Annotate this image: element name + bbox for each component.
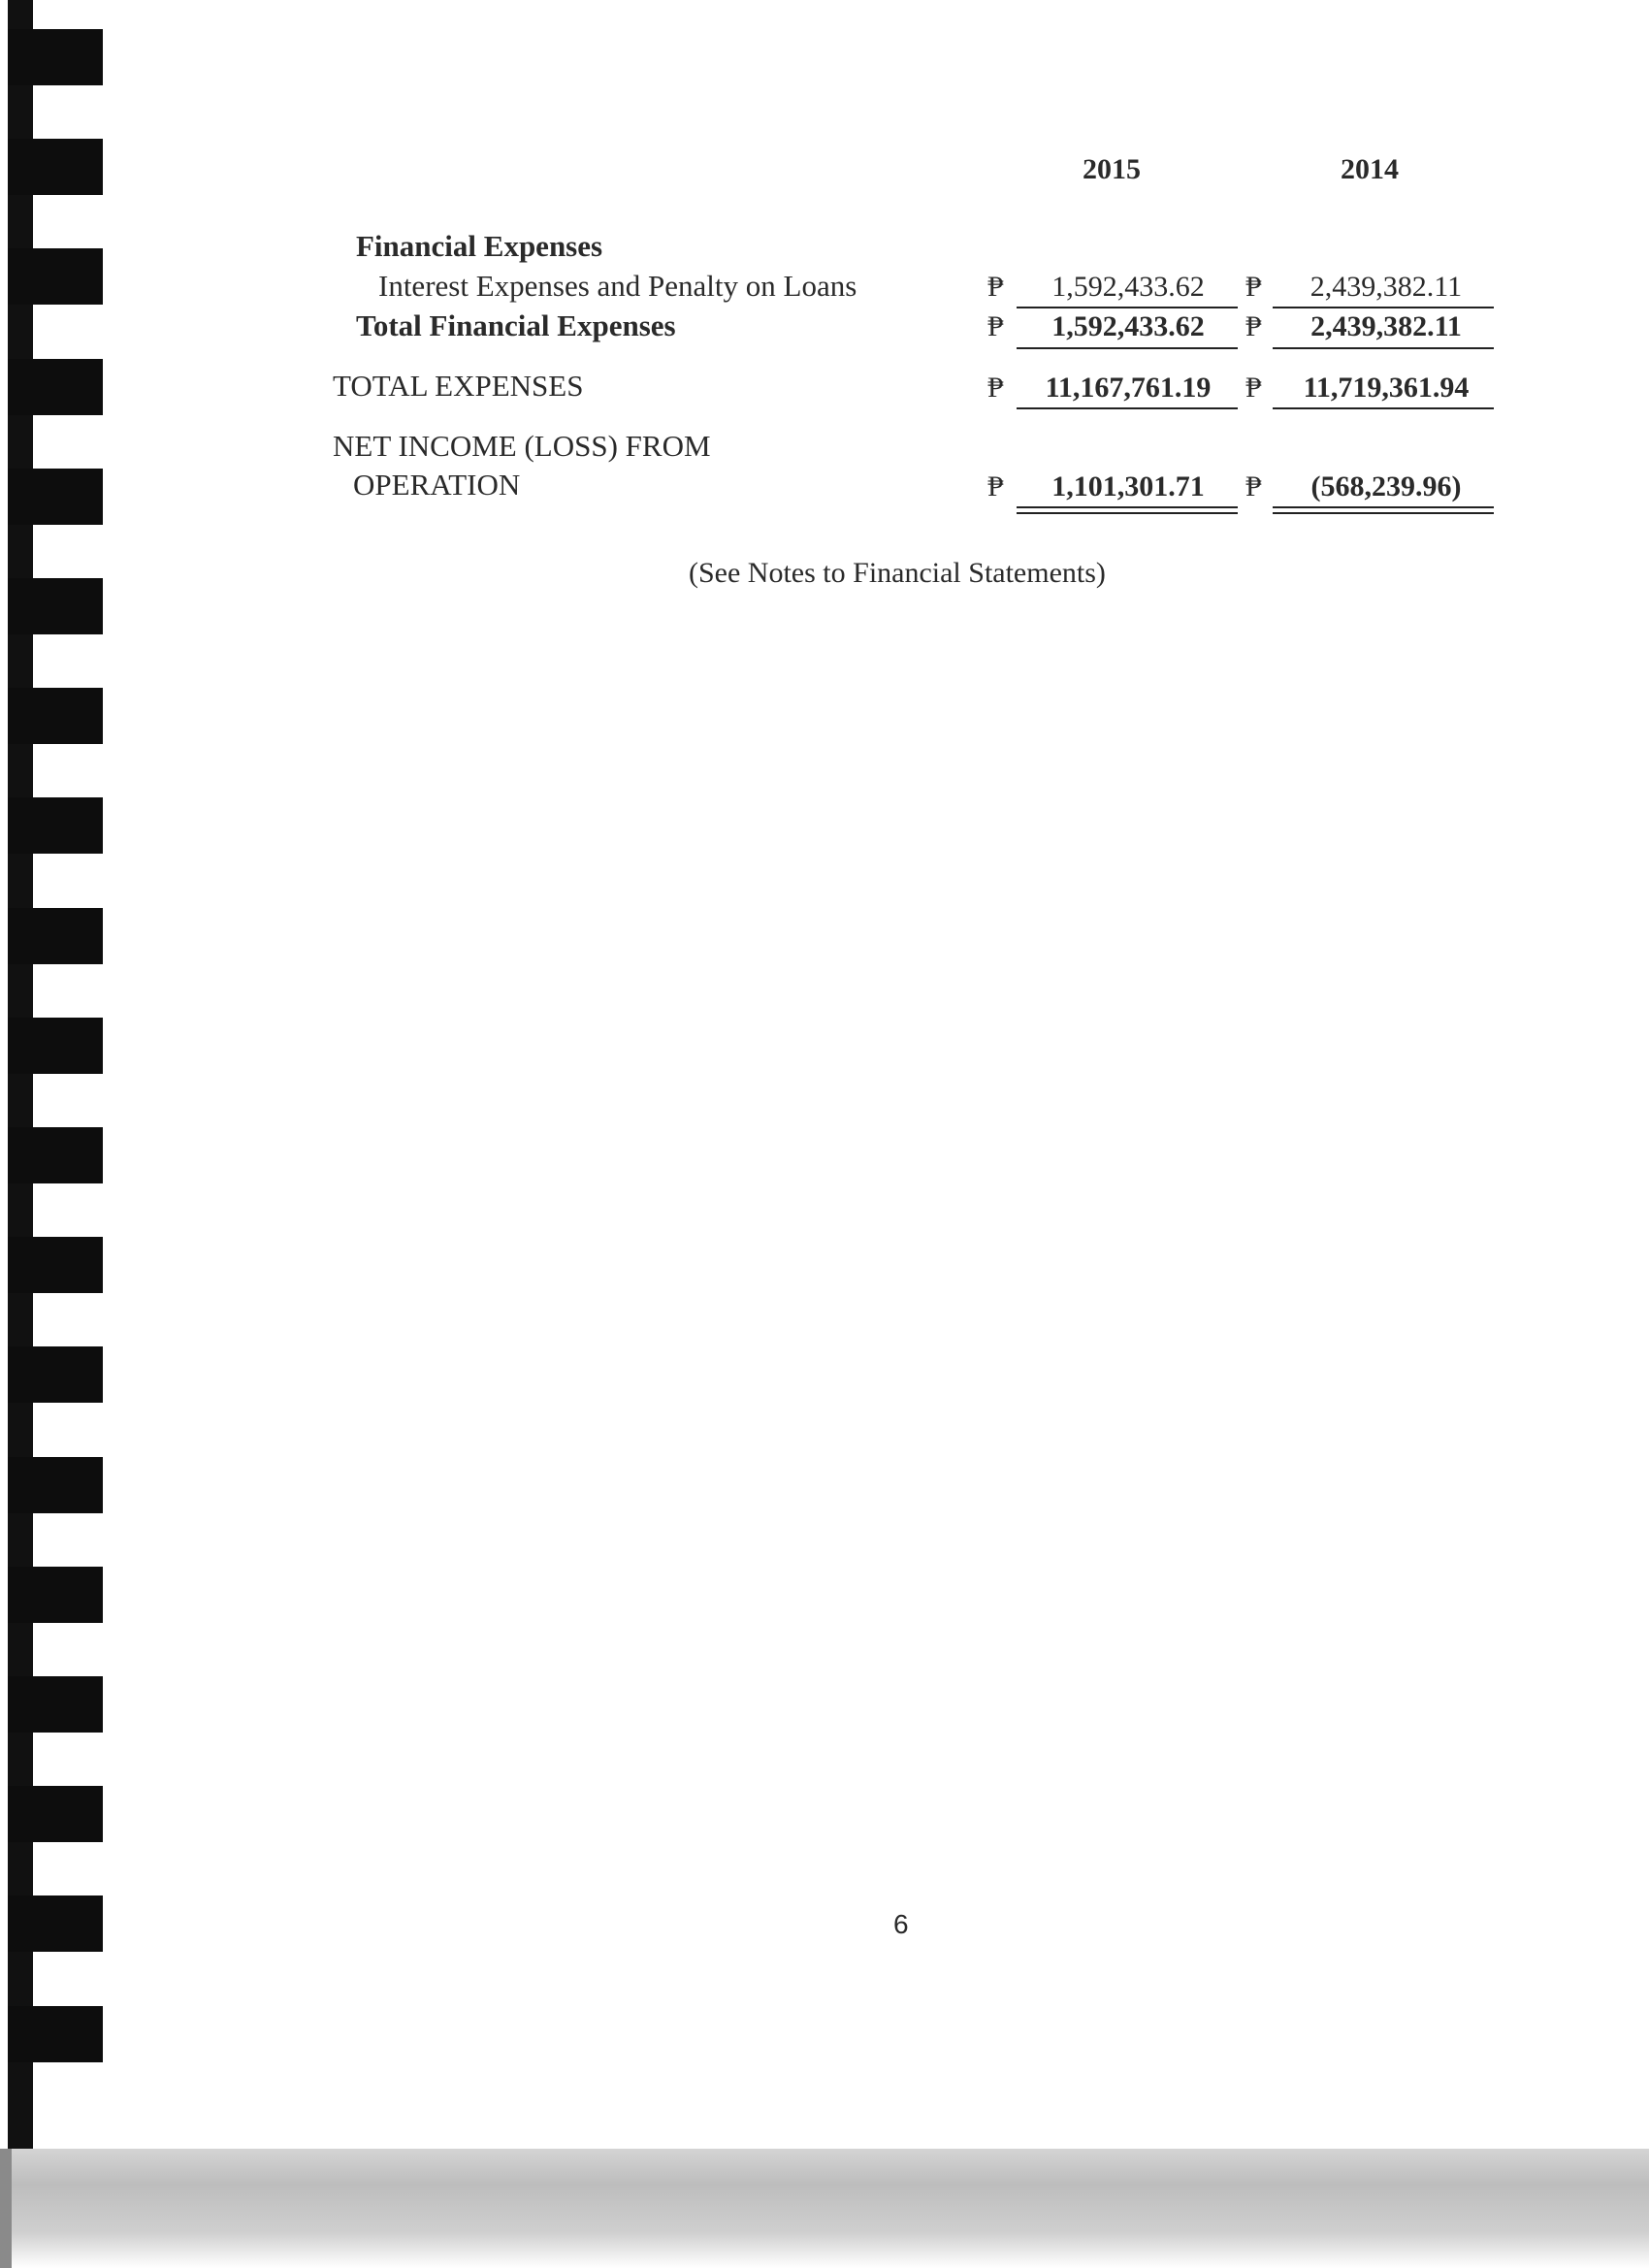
binding-gap	[33, 748, 103, 793]
peso-sign: ₱	[987, 372, 1004, 404]
binding-gap	[33, 1846, 103, 1891]
binding-gap	[33, 2066, 103, 2111]
peso-sign: ₱	[987, 470, 1004, 502]
underline	[1273, 307, 1494, 308]
binding-gap	[33, 89, 103, 134]
financial-expenses-heading: Financial Expenses	[356, 229, 603, 263]
binding-ring	[8, 1567, 103, 1623]
total-expenses-2015-value: 11,167,761.19	[1045, 372, 1212, 404]
binding-ring	[8, 1237, 103, 1293]
binding-ring	[8, 139, 103, 195]
double-underline	[1273, 506, 1494, 508]
interest-expenses-label: Interest Expenses and Penalty on Loans	[378, 269, 857, 303]
binding-gap	[33, 529, 103, 573]
underline	[1273, 347, 1494, 349]
binding-ring	[8, 1018, 103, 1074]
binding-ring	[8, 1786, 103, 1842]
binding-ring	[8, 2006, 103, 2062]
total-financial-2014-value: 2,439,382.11	[1310, 310, 1462, 342]
binding-gap	[33, 199, 103, 243]
binding-gap	[33, 1078, 103, 1122]
binding-ring	[8, 688, 103, 744]
binding-gap	[33, 308, 103, 353]
peso-sign: ₱	[1245, 372, 1262, 404]
scanner-edge	[0, 2149, 1649, 2268]
binding-gap	[33, 1187, 103, 1232]
interest-2015-value: 1,592,433.62	[1051, 271, 1205, 303]
double-underline	[1017, 506, 1238, 508]
underline	[1017, 347, 1238, 349]
binding-gap	[33, 1297, 103, 1342]
scanner-edge-shadow	[0, 2149, 12, 2268]
binding-ring	[8, 1676, 103, 1733]
year-header-2014: 2014	[1341, 153, 1399, 185]
net-income-2014-value: (568,239.96)	[1310, 470, 1462, 502]
double-underline	[1017, 512, 1238, 514]
binding-ring	[8, 908, 103, 964]
double-underline	[1273, 512, 1494, 514]
binding-gap	[33, 419, 103, 464]
binding-gap	[33, 1517, 103, 1562]
peso-sign: ₱	[1245, 271, 1262, 303]
spiral-binding	[0, 0, 107, 2149]
binding-gap	[33, 1627, 103, 1671]
total-expenses-label: TOTAL EXPENSES	[333, 369, 584, 403]
total-expenses-2014-value: 11,719,361.94	[1303, 372, 1470, 404]
binding-gap	[33, 968, 103, 1013]
page-number: 6	[893, 1909, 909, 1939]
binding-ring	[8, 1457, 103, 1513]
underline	[1273, 407, 1494, 409]
net-income-2015-value: 1,101,301.71	[1051, 470, 1205, 502]
binding-ring	[8, 1346, 103, 1403]
binding-ring	[8, 578, 103, 634]
binding-ring	[8, 469, 103, 525]
underline	[1017, 307, 1238, 308]
binding-gap	[33, 1407, 103, 1451]
peso-sign: ₱	[987, 271, 1004, 303]
binding-ring	[8, 1127, 103, 1183]
peso-sign: ₱	[987, 310, 1004, 342]
binding-ring	[8, 359, 103, 415]
peso-sign: ₱	[1245, 470, 1262, 502]
net-income-label-line2: OPERATION	[353, 468, 521, 502]
total-financial-2015-value: 1,592,433.62	[1051, 310, 1205, 342]
binding-ring	[8, 1895, 103, 1952]
interest-2014-value: 2,439,382.11	[1310, 271, 1463, 303]
peso-sign: ₱	[1245, 310, 1262, 342]
year-header-2015: 2015	[1083, 153, 1141, 185]
notes-reference: (See Notes to Financial Statements)	[689, 557, 1106, 589]
binding-gap	[33, 858, 103, 902]
binding-gap	[33, 1956, 103, 2000]
binding-ring	[8, 248, 103, 305]
underline	[1017, 407, 1238, 409]
net-income-label-line1: NET INCOME (LOSS) FROM	[333, 429, 711, 463]
binding-ring	[8, 29, 103, 85]
binding-gap	[33, 638, 103, 683]
total-financial-expenses-label: Total Financial Expenses	[356, 308, 676, 342]
binding-ring	[8, 797, 103, 854]
binding-gap	[33, 1736, 103, 1781]
